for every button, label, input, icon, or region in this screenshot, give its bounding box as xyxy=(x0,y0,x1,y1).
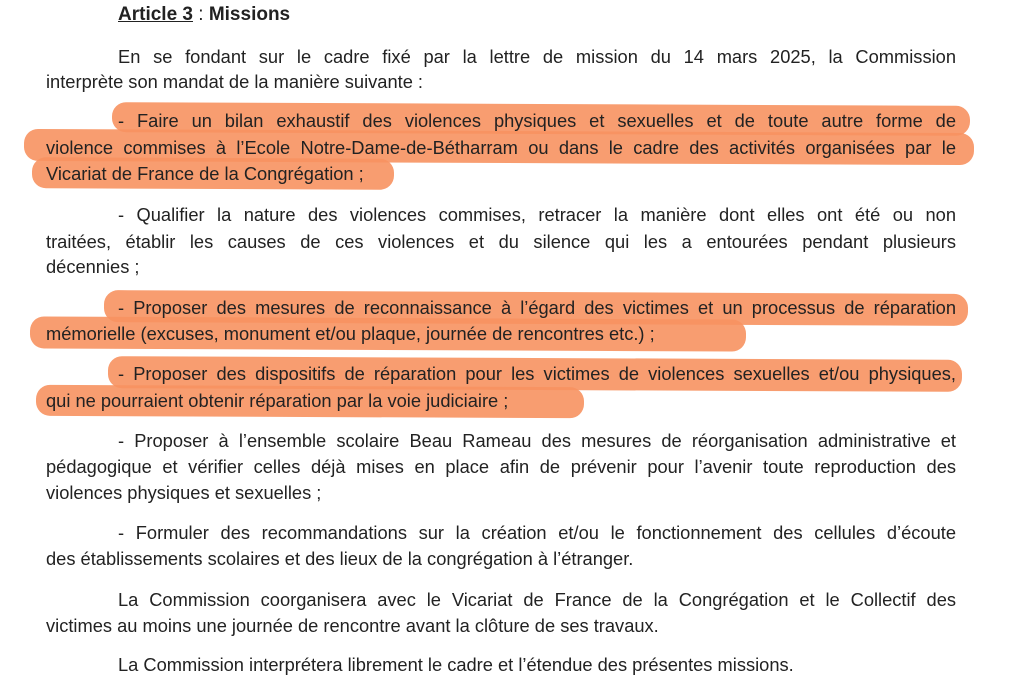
paragraph-line: décennies ; xyxy=(46,256,140,277)
highlighted-line: - Proposer des dispositifs de réparation pour les victimes de violences sexuelles et/ou physiques, xyxy=(118,363,956,384)
article-title: Missions xyxy=(208,4,291,25)
paragraph-line: victimes au moins une journée de rencontre avant la clôture de ses travaux. xyxy=(46,615,659,636)
highlighted-line: violence commises à l’Ecole Notre-Dame-de-Bétharram ou dans le cadre des activités organisées par le xyxy=(46,137,956,158)
highlighted-line: - Proposer des mesures de reconnaissance à l’égard des victimes et un processus de réparation xyxy=(118,297,956,318)
article-label: Article 3 xyxy=(118,4,193,25)
article-heading xyxy=(118,4,290,26)
paragraph-line: En se fondant sur le cadre fixé par la lettre de mission du 14 mars 2025, la Commission xyxy=(118,46,956,67)
paragraph-line: interprète son mandat de la manière suivante : xyxy=(46,71,424,92)
highlighted-line: qui ne pourraient obtenir réparation par la voie judiciaire ; xyxy=(46,390,509,411)
paragraph-line: pédagogique et vérifier celles déjà mises en place afin de prévenir pour l’avenir toute reproduction des xyxy=(46,456,956,477)
highlighted-line: mémorielle (excuses, monument et/ou plaque, journée de rencontres etc.) ; xyxy=(46,323,655,344)
paragraph-line: des établissements scolaires et des lieux de la congrégation à l’étranger. xyxy=(46,548,634,569)
highlighted-line: - Faire un bilan exhaustif des violences physiques et sexuelles et de toute autre forme de xyxy=(118,110,956,131)
article-separator: : xyxy=(192,4,209,25)
paragraph-line: traitées, établir les causes de ces violences et du silence qui les a entourées pendant plusieurs xyxy=(46,231,956,252)
paragraph-line: - Formuler des recommandations sur la création et/ou le fonctionnement des cellules d’écoute xyxy=(118,522,956,543)
paragraph-line: La Commission coorganisera avec le Vicariat de France de la Congrégation et le Collectif des xyxy=(118,589,956,610)
paragraph-line: - Qualifier la nature des violences commises, retracer la manière dont elles ont été ou non xyxy=(118,204,956,225)
paragraph-line: - Proposer à l’ensemble scolaire Beau Rameau des mesures de réorganisation administrative et xyxy=(118,430,956,451)
highlighted-line: Vicariat de France de la Congrégation ; xyxy=(46,163,364,184)
paragraph-line: La Commission interprétera librement le cadre et l’étendue des présentes missions. xyxy=(118,654,794,675)
paragraph-line: violences physiques et sexuelles ; xyxy=(46,482,322,503)
